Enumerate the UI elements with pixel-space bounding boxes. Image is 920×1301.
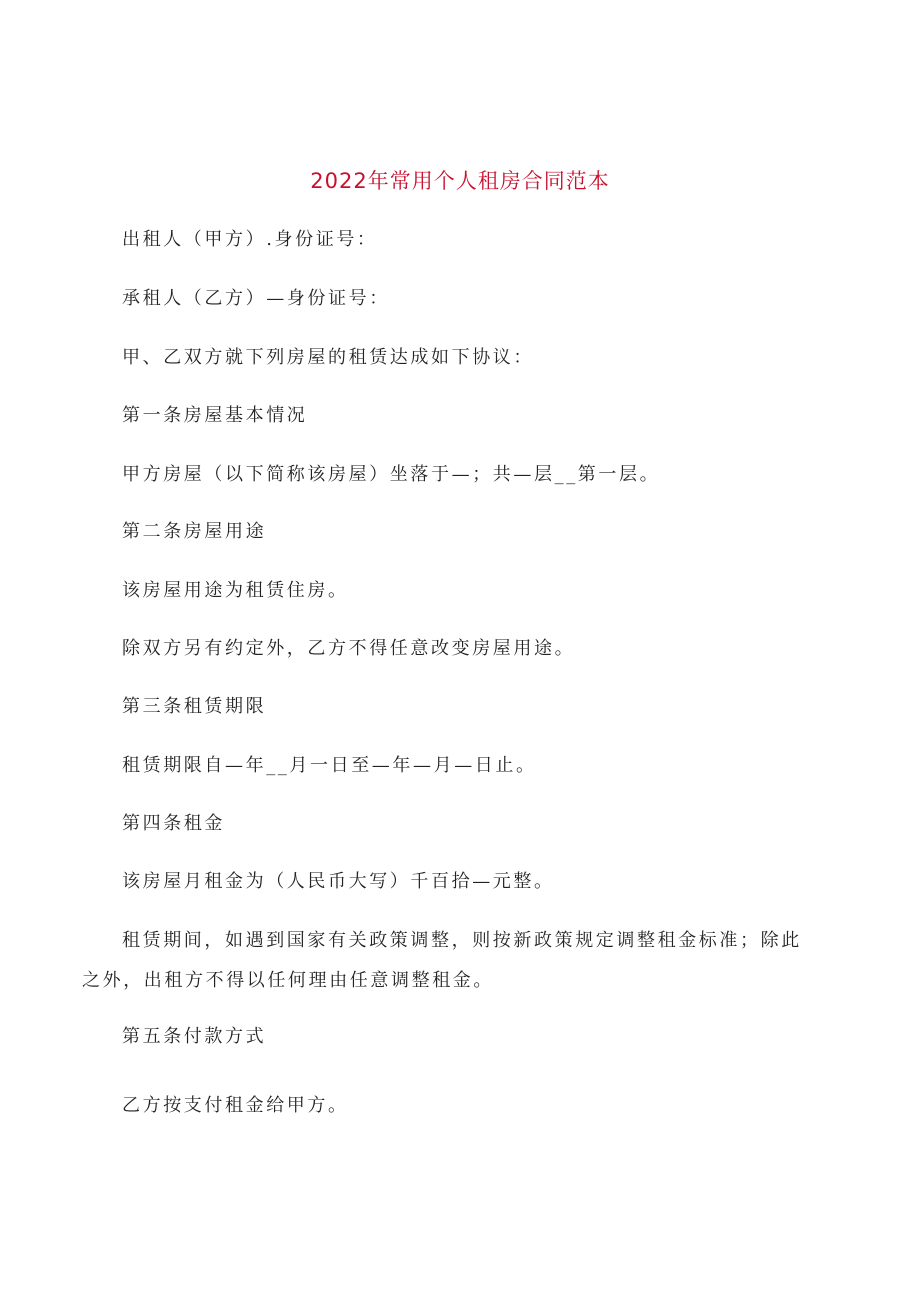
- article-3-text: 租赁期限自—年__月一日至—年—月—日止。: [122, 755, 537, 776]
- article-2-heading: 第二条房屋用途: [122, 521, 267, 542]
- article-5-heading: 第五条付款方式: [122, 1026, 267, 1047]
- article-1-heading: 第一条房屋基本情况: [122, 405, 308, 426]
- article-2-text-1: 该房屋用途为租赁住房。: [122, 580, 349, 601]
- article-4-text-1: 该房屋月租金为（人民币大写）千百拾—元整。: [122, 871, 555, 892]
- article-2-text-2: 除双方另有约定外，乙方不得任意改变房屋用途。: [122, 638, 576, 659]
- article-4-heading: 第四条租金: [122, 813, 225, 834]
- lessee-line: 承租人（乙方）—身份证号：: [122, 288, 390, 309]
- document-title: 2022年常用个人租房合同范本: [310, 169, 610, 193]
- agreement-intro: 甲、乙双方就下列房屋的租赁达成如下协议：: [122, 347, 534, 368]
- article-3-heading: 第三条租赁期限: [122, 696, 267, 717]
- article-4-text-2: 租赁期间，如遇到国家有关政策调整，则按新政策规定调整租金标准；除此之外，出租方不得以任何理由任意调整租金。: [82, 930, 802, 991]
- lessor-line: 出租人（甲方）.身份证号：: [122, 229, 378, 250]
- article-5-text: 乙方按支付租金给甲方。: [122, 1095, 349, 1116]
- article-1-text: 甲方房屋（以下简称该房屋）坐落于—；共—层__第一层。: [122, 464, 661, 485]
